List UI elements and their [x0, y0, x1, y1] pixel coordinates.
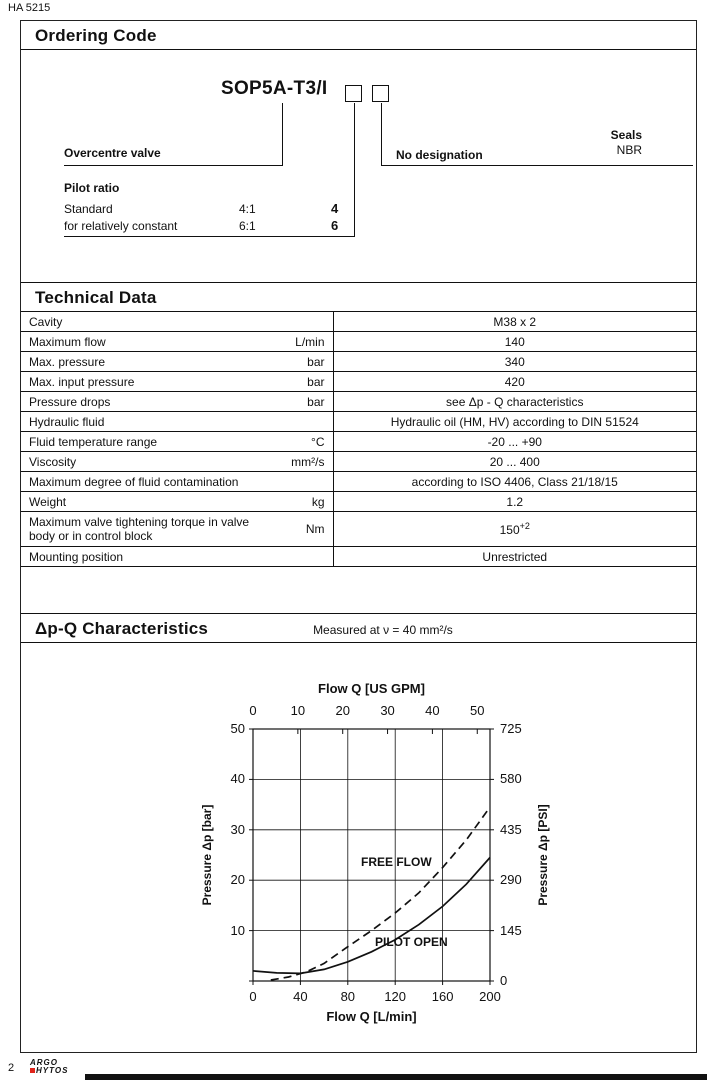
- section-technical-data: [21, 282, 696, 567]
- table-row: [21, 452, 696, 472]
- table-row: [21, 372, 696, 392]
- row-value: 140: [333, 332, 696, 352]
- row-label: Maximum flow: [29, 334, 106, 349]
- x-axis-title-top: Flow Q [US GPM]: [318, 681, 425, 696]
- table-row: [21, 512, 696, 547]
- table-row: [21, 547, 696, 567]
- table-row: [21, 412, 696, 432]
- row-value: -20 ... +90: [333, 432, 696, 452]
- connector-line-overcentre: [282, 103, 283, 165]
- x-tick-label-gpm: 50: [470, 703, 485, 718]
- row-value: Unrestricted: [333, 547, 696, 567]
- y-tick-label-psi: 435: [500, 821, 522, 837]
- row-unit: bar: [307, 374, 325, 389]
- pilot-ratio-row-constant-label: for relatively constant: [64, 219, 178, 233]
- page-number: 2: [8, 1062, 15, 1074]
- x-tick-label-gpm: 10: [290, 703, 306, 718]
- row-value: according to ISO 4406, Class 21/18/15: [333, 472, 696, 492]
- x-axis-title-bottom: Flow Q [L/min]: [326, 1009, 417, 1024]
- section-dpq-characteristics: [21, 613, 696, 1031]
- row-unit: bar: [307, 354, 325, 369]
- pilot-ratio-row-constant-ratio: 6:1: [239, 219, 256, 233]
- y-tick-label-psi: 0: [500, 973, 508, 988]
- argo-hytos-logo: [30, 1059, 68, 1075]
- row-value: 420: [333, 372, 696, 392]
- table-row: [21, 492, 696, 512]
- section-title-dpq: Δp-Q Characteristics: [35, 619, 209, 638]
- x-tick-label-lpm: 160: [431, 989, 454, 1004]
- no-designation-label: No designation: [396, 148, 483, 162]
- dpq-chart: [171, 671, 571, 1031]
- doc-code: HA 5215: [8, 2, 51, 14]
- footer-bar: [85, 1074, 707, 1080]
- seals-value: NBR: [616, 143, 642, 157]
- table-row: [21, 472, 696, 492]
- ordering-code-box-2: [372, 85, 389, 102]
- overcentre-valve-label: Overcentre valve: [64, 146, 161, 160]
- table-row: [21, 432, 696, 452]
- section-ordering-code: [21, 21, 696, 282]
- connector-line-pilot-ratio: [354, 103, 355, 236]
- pilot-ratio-title: Pilot ratio: [64, 181, 120, 195]
- row-value: 20 ... 400: [333, 452, 696, 472]
- row-unit: L/min: [295, 334, 325, 349]
- row-value: Hydraulic oil (HM, HV) according to DIN 51524: [333, 412, 696, 432]
- section-title-ordering: Ordering Code: [35, 26, 157, 45]
- y-tick-label-bar: 50: [230, 721, 245, 736]
- row-label: Viscosity: [29, 454, 77, 469]
- section-title-technical: Technical Data: [35, 288, 157, 307]
- row-label: Cavity: [29, 314, 63, 329]
- row-value: see Δp - Q characteristics: [333, 392, 696, 412]
- pilot-ratio-row-standard-label: Standard: [64, 202, 113, 216]
- curve-label-free-flow: FREE FLOW: [361, 855, 432, 869]
- row-unit: mm²/s: [291, 454, 325, 469]
- y-axis-title-right: Pressure Δp [PSI]: [536, 804, 550, 906]
- row-value: M38 x 2: [333, 312, 696, 332]
- row-label: Pressure drops: [29, 394, 111, 409]
- ordering-code-text: SOP5A-T3/I: [221, 78, 328, 99]
- technical-data-header: [21, 283, 696, 312]
- x-tick-label-gpm: 40: [425, 703, 440, 718]
- row-unit: kg: [311, 494, 325, 509]
- x-tick-label-lpm: 200: [479, 989, 501, 1004]
- pilot-ratio-row-constant-digit: 6: [331, 218, 339, 233]
- ordering-diagram: [21, 50, 696, 282]
- seals-label: Seals: [610, 128, 642, 142]
- y-axis-title-left: Pressure Δp [bar]: [200, 804, 214, 906]
- table-row: [21, 392, 696, 412]
- curve-label-pilot-open: PILOT OPEN: [375, 935, 448, 949]
- row-value: 1.2: [333, 492, 696, 512]
- y-tick-label-bar: 10: [230, 922, 245, 938]
- ordering-code-header: [21, 21, 696, 50]
- row-unit: Nm: [305, 522, 325, 536]
- underline-overcentre-valve: [64, 165, 283, 166]
- row-label: Mounting position: [29, 549, 124, 564]
- x-tick-label-lpm: 80: [340, 989, 356, 1004]
- measurement-note: Measured at ν = 40 mm²/s: [313, 623, 453, 637]
- logo-red-square-icon: [30, 1068, 35, 1073]
- connector-line-seals: [381, 103, 382, 165]
- table-row: [21, 352, 696, 372]
- dpq-header: [21, 614, 696, 643]
- row-value: $150^{+2}$: [333, 512, 696, 547]
- table-row: [21, 312, 696, 332]
- x-tick-label-lpm: 120: [384, 989, 407, 1004]
- logo-text-argo: ARGO: [30, 1058, 58, 1067]
- seals-block: [611, 128, 642, 158]
- row-label: Max. input pressure: [29, 374, 135, 389]
- row-label: Fluid temperature range: [29, 434, 158, 449]
- pilot-ratio-row-standard-ratio: 4:1: [239, 202, 256, 216]
- x-tick-label-gpm: 20: [335, 703, 350, 718]
- row-value-superscript: +2: [519, 521, 530, 531]
- row-label: Max. pressure: [29, 354, 106, 369]
- ordering-code-box-1: [345, 85, 362, 102]
- x-tick-label-gpm: 30: [380, 703, 395, 718]
- y-tick-label-bar: 30: [230, 821, 245, 837]
- logo-text-hytos: HYTOS: [30, 1067, 68, 1075]
- y-tick-label-psi: 580: [500, 771, 522, 787]
- underline-pilot-ratio: [64, 236, 355, 237]
- row-label: Maximum valve tightening torque in valve body or in control block: [29, 515, 250, 543]
- x-tick-label-lpm: 0: [249, 989, 257, 1004]
- technical-data-table: [21, 312, 696, 567]
- row-label: Weight: [29, 494, 67, 509]
- y-tick-label-bar: 20: [230, 872, 245, 888]
- row-value: 340: [333, 352, 696, 372]
- underline-no-designation: [381, 165, 693, 166]
- y-tick-label-psi: 290: [500, 872, 522, 888]
- x-tick-label-gpm: 0: [249, 703, 257, 718]
- y-tick-label-bar: 40: [230, 771, 245, 787]
- pilot-ratio-row-standard-digit: 4: [331, 201, 339, 216]
- row-label: Hydraulic fluid: [29, 414, 105, 429]
- x-tick-label-lpm: 40: [293, 989, 308, 1004]
- row-label: Maximum degree of fluid contamination: [29, 474, 239, 489]
- y-tick-label-psi: 725: [500, 721, 522, 736]
- row-unit: bar: [307, 394, 325, 409]
- row-unit: °C: [311, 434, 325, 449]
- main-box: [20, 20, 697, 1053]
- table-row: [21, 332, 696, 352]
- y-tick-label-psi: 145: [500, 922, 522, 938]
